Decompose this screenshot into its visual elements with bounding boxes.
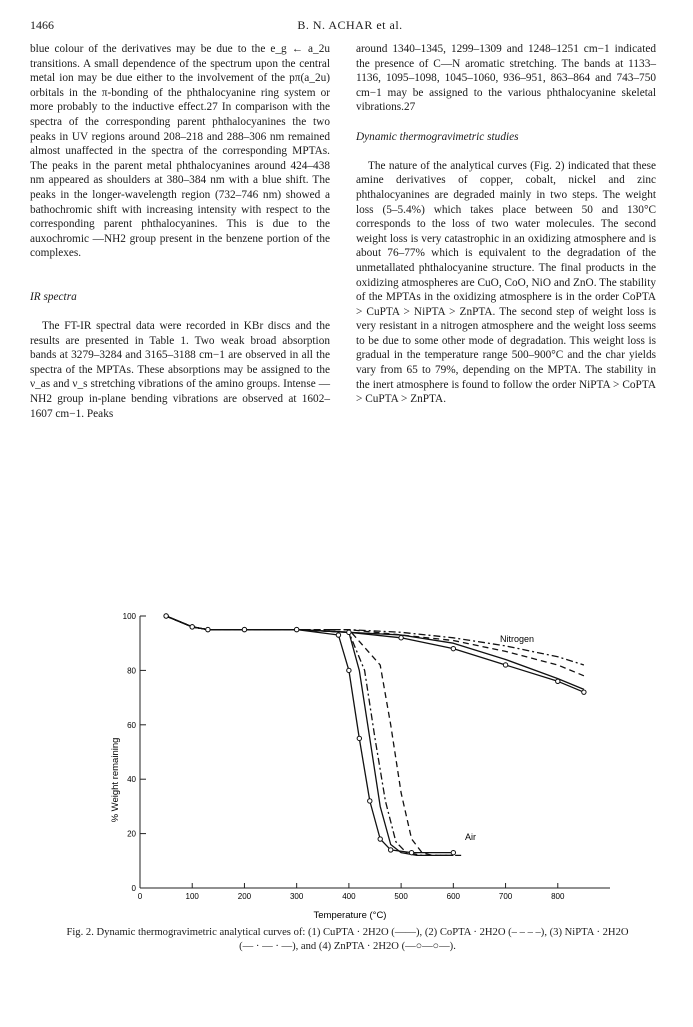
x-axis-label: Temperature (°C) — [313, 910, 387, 920]
y-tick-label: 0 — [131, 884, 136, 893]
x-tick-label: 100 — [185, 892, 199, 901]
x-tick-label: 0 — [137, 892, 143, 901]
ir-paragraph: The FT-IR spectral data were recorded in KBr discs and the results are presented in Table 1. Two weak broad absorption bands at 3279–3284 and 3165–3188 cm−1 are observed in all the spectra of the MPTAs. These absorptions may be assigned to the ν_as and ν_s stretching vibrations of the amino groups. Intense —NH2 group in-plane bending vibrations are observed at 1602–1607 cm−1. Peaks — [30, 320, 330, 420]
right-column — [356, 42, 656, 407]
data-point — [357, 736, 361, 740]
axes — [123, 612, 610, 901]
series-line — [166, 616, 584, 676]
x-tick-label: 800 — [551, 892, 565, 901]
data-point — [451, 646, 455, 650]
data-point — [378, 837, 382, 841]
series-line — [166, 616, 584, 689]
y-tick-label: 80 — [127, 666, 136, 676]
data-point — [347, 630, 351, 634]
nitrogen-label: Nitrogen — [500, 634, 535, 644]
series-line — [166, 616, 453, 855]
y-tick-label: 100 — [122, 612, 136, 621]
x-tick-label: 700 — [498, 892, 513, 901]
x-tick-label: 600 — [446, 892, 461, 901]
ir-continuation-paragraph: around 1340–1345, 1299–1309 and 1248–1251 cm−1 indicated the presence of C—N aromatic stretching. The bands at 1133–1136, 1095–1098, 1045–1060, 936–951, 863–864 and 743–750 cm−1 may be assigned to the various phthalocyanine skeletal vibrations.27 — [356, 43, 656, 114]
data-point — [399, 636, 403, 640]
y-tick-label: 40 — [127, 775, 136, 785]
x-tick-label: 500 — [394, 892, 408, 901]
y-tick-label: 60 — [127, 720, 136, 730]
data-point — [206, 627, 210, 631]
curves — [164, 614, 586, 856]
series-line — [166, 616, 453, 853]
x-tick-label: 300 — [289, 892, 304, 901]
data-point — [242, 627, 246, 631]
data-point — [556, 679, 560, 683]
data-point — [347, 668, 351, 672]
data-point — [582, 690, 586, 694]
series-line — [166, 616, 464, 855]
data-point — [388, 848, 392, 852]
series-line — [166, 616, 584, 692]
ir-heading: IR spectra — [30, 290, 77, 303]
uv-paragraph: blue colour of the derivatives may be due to the e_g ← a_2u transitions. A small dependence of the spectrum upon the central metal ion may be due either to the involvement of the pπ(a_2u) orbitals in the π-bonding of the phthalocyanine ring system or more probably to the inductive effect.27 In comparison with the spectra of the corresponding parent phthalocyanines the two peaks in UV regions around 208–218 and 288–306 nm remained almost unaffected in the spectra of the corresponding MPTAs. The peaks in the parent metal phthalocyanines around 424–438 nm appeared as shoulders at 380–384 nm with a blue shift. The peaks in the longer-wavelength region (732–746 nm) showed a bathochromic shift with increasing intensity with respect to the corresponding parent phthalocyanines. This is due to the auxochromic —NH2 group present in the benzene portion of the complexes. — [30, 43, 330, 260]
thermo-paragraph: The nature of the analytical curves (Fig. 2) indicated that these amine derivatives of copper, cobalt, nickel and zinc phthalocyanines are degraded mainly in two steps. The weight loss (5–5.4%) which takes place between 50 and 130°C corresponds to the loss of two water molecules. The second weight loss is very catastrophic in an oxidizing atmosphere and is about 76–77% which is equivalent to the degradation of the unmetallated phthalocyanine structure. The final products in the oxidizing atmospheres are CuO, CoO, NiO and ZnO. The stability of the MPTAs in the oxidizing atmosphere is in the order CoPTA > CuPTA > NiPTA > ZnPTA. The second step of weight loss is very resistant in a nitrogen atmosphere and the weight loss seems to be due to some other mode of degradation. This weight loss is gradual in the temperature range 500–900°C and the char yields vary from 65 to 79%, depending on the MPTA. The stability in the inert atmosphere is found to follow the order NiPTA > CoPTA > CuPTA > ZnPTA. — [356, 159, 656, 406]
x-tick-label: 400 — [342, 892, 356, 901]
thermo-heading: Dynamic thermogravimetric studies — [356, 130, 519, 143]
x-tick-label: 200 — [237, 892, 252, 901]
y-axis-label: % Weight remaining — [110, 737, 121, 823]
data-point — [164, 614, 168, 618]
figure-caption: Fig. 2. Dynamic thermogravimetric analytical curves of: (1) CuPTA · 2H2O (——), (2) CoPTA · 2H2O (– – – –), (3) NiPTA · 2H2O (— · — · —), and (4) ZnPTA · 2H2O (—○—○—). — [66, 927, 629, 952]
data-point — [190, 625, 194, 629]
data-point — [503, 663, 507, 667]
data-point — [336, 633, 340, 637]
page-number: 1466 — [30, 18, 54, 32]
y-tick-label: 20 — [127, 829, 136, 839]
data-point — [294, 627, 298, 631]
thermogram-figure — [0, 600, 693, 920]
running-head-authors: B. N. ACHAR et al. — [297, 18, 403, 32]
data-point — [368, 799, 372, 803]
series-line — [166, 616, 453, 855]
air-label: Air — [465, 832, 476, 842]
data-point — [409, 850, 413, 854]
left-column — [30, 42, 330, 421]
data-point — [451, 850, 455, 854]
